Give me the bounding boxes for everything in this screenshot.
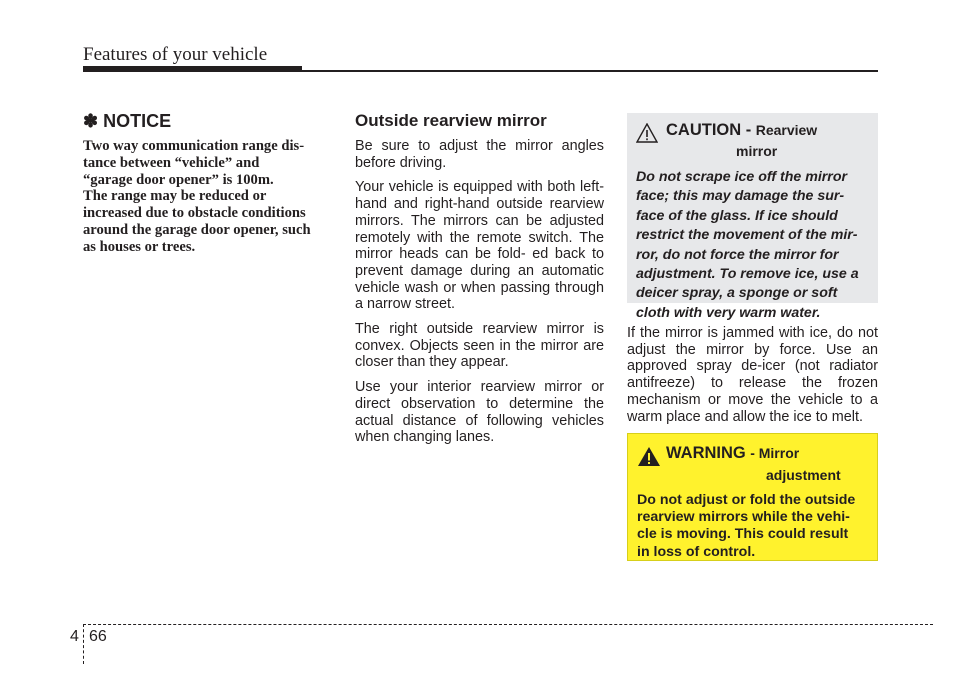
section-heading: Outside rearview mirror: [355, 111, 547, 130]
warning-line: rearview mirrors while the vehi-: [637, 509, 850, 526]
warning-label: WARNING: [666, 444, 746, 462]
notice-line: increased due to obstacle conditions: [83, 205, 306, 222]
footer-rule: [83, 624, 933, 625]
caution-line: Do not scrape ice off the mirror: [636, 169, 848, 185]
caution-line: face of the glass. If ice should: [636, 207, 838, 224]
paragraph: Be sure to adjust the mirror angles before driving.: [355, 138, 604, 171]
page-header-title: Features of your vehicle: [83, 44, 268, 65]
warning-title-row: [637, 444, 869, 467]
caution-line: face; this may damage the sur-: [636, 188, 845, 205]
notice-section: [83, 110, 335, 256]
warning-subtitle-2: adjustment: [766, 467, 841, 483]
warning-triangle-icon: [637, 446, 661, 467]
notice-line: around the garage door opener, such: [83, 221, 311, 238]
notice-heading: ✽ NOTICE: [83, 111, 172, 131]
header-rule-thin: [302, 70, 878, 72]
caution-line: deicer spray, a sponge or soft: [636, 285, 838, 302]
caution-line: ror, do not force the mirror for: [636, 246, 839, 263]
notice-line: The range may be reduced or: [83, 188, 267, 205]
notice-body: [83, 138, 335, 256]
warning-line: in loss of control.: [637, 543, 756, 560]
caution-box: [627, 113, 878, 321]
header-rule-thick: [83, 66, 302, 72]
caution-title-row: [636, 121, 870, 143]
caution-subtitle-2: mirror: [736, 143, 778, 159]
notice-line: tance between “vehicle” and: [83, 154, 260, 171]
caution-subtitle: Rearview: [755, 122, 818, 138]
notice-line: “garage door opener” is 100m.: [83, 171, 274, 188]
footer-divider: [83, 624, 84, 664]
notice-line: Two way communication range dis-: [83, 138, 305, 154]
warning-body: [637, 492, 869, 561]
caution-line: adjustment. To remove ice, use a: [636, 266, 859, 283]
outside-mirror-section: [355, 110, 604, 454]
page-chapter-number: 4: [70, 628, 79, 645]
paragraph: The right outside rearview mirror is convex. Objects seen in the mirror are closer than they appear.: [355, 321, 604, 371]
warning-subtitle: - Mirror: [750, 445, 800, 461]
notice-line: as houses or trees.: [83, 238, 196, 255]
caution-triangle-icon: [636, 123, 658, 143]
page-number: 66: [89, 628, 107, 645]
caution-body: [636, 168, 870, 323]
warning-box: [627, 433, 878, 561]
caution-line: restrict the movement of the mir-: [636, 227, 858, 244]
warning-line: Do not adjust or fold the outside: [637, 492, 856, 508]
paragraph: Your vehicle is equipped with both left-hand and right-hand outside rearview mirrors. The mirrors can be adjusted remotely with the remote switch. The mirror heads can be fold- ed back to prevent damage during an automatic vehicle wash or when passing through a narrow street.: [355, 179, 604, 313]
paragraph: Use your interior rearview mirror or direct observation to determine the actual distance of following vehicles when changing lanes.: [355, 379, 604, 446]
warning-line: cle is moving. This could result: [637, 526, 849, 543]
caution-label: CAUTION -: [666, 121, 752, 139]
ice-paragraph: If the mirror is jammed with ice, do not adjust the mirror by force. Use an approved spray de-icer (not radiator antifreeze) to release the frozen mechanism or move the vehicle to a warm place and allow the ice to melt.: [627, 325, 878, 425]
caution-line: cloth with very warm water.: [636, 304, 821, 321]
